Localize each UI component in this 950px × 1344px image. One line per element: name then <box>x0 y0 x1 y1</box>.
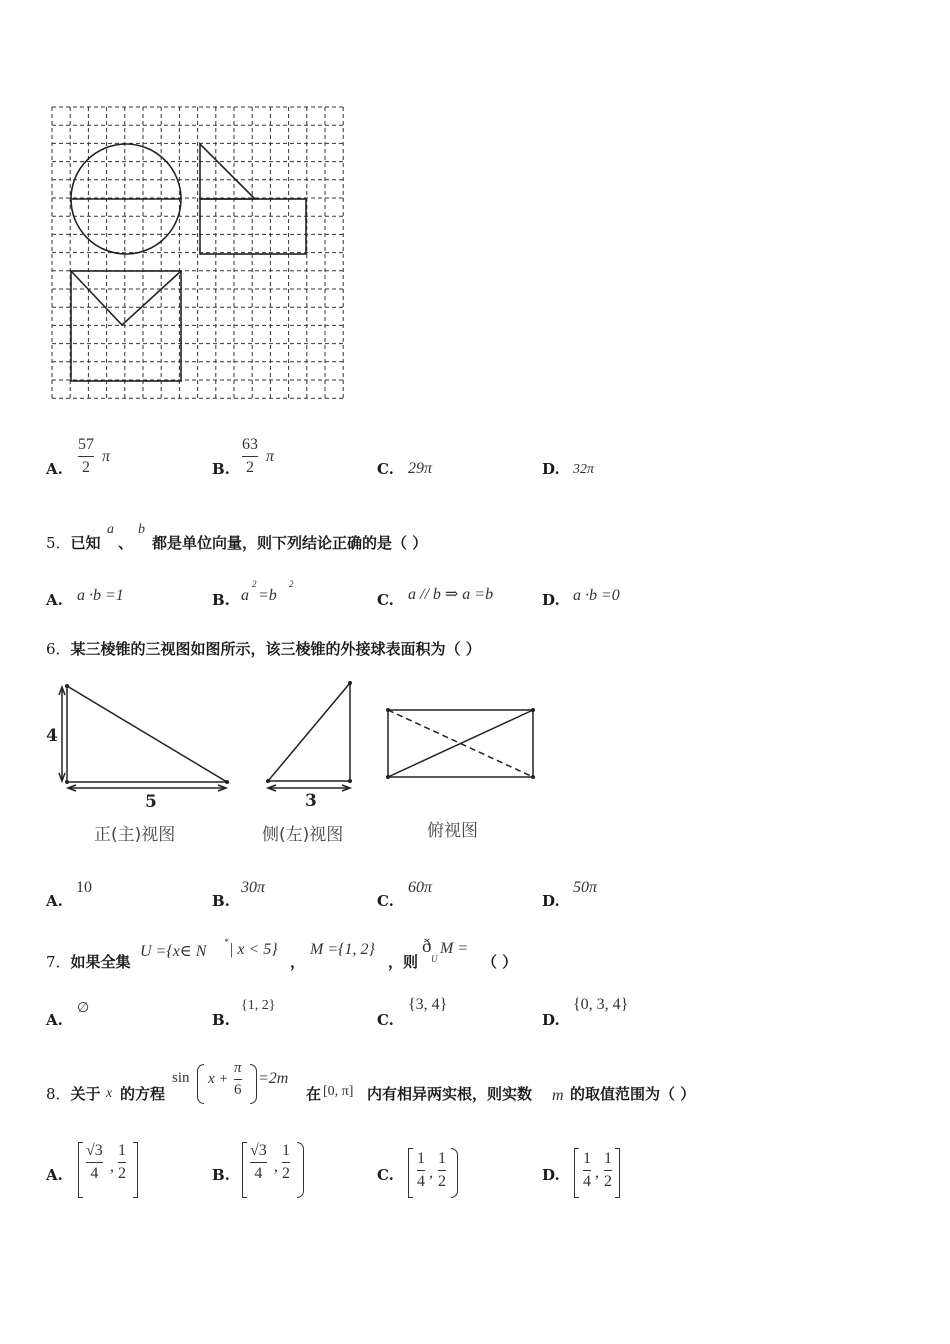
side-view-caption: 侧(左)视图 <box>262 825 344 845</box>
numerator: √3 <box>86 1142 103 1159</box>
left-bracket <box>242 1142 247 1198</box>
right-bracket <box>133 1142 138 1198</box>
stem-text: 都是单位向量，则下列结论正确的是（ ） <box>152 534 428 552</box>
front-view-caption: 正(主)视图 <box>94 825 176 845</box>
option-value: 60π <box>408 879 433 896</box>
comma: , <box>595 1164 599 1181</box>
complement-expression: M = <box>440 940 469 957</box>
complement-symbol: ð <box>422 936 432 957</box>
denominator: 4 <box>417 1173 425 1190</box>
option-value: {1, 2} <box>241 998 276 1013</box>
fraction-bar <box>282 1162 290 1163</box>
right-paren <box>451 1148 458 1198</box>
option-value: 32π <box>573 462 595 477</box>
set-m-definition: M ={1, 2} <box>310 941 375 958</box>
vertex-dot <box>531 775 535 779</box>
fraction-bar <box>242 456 258 457</box>
superscript-star: * <box>224 937 229 947</box>
right-paren <box>250 1064 257 1104</box>
inner-expression: x + <box>208 1071 229 1087</box>
vertex-dot <box>225 780 229 784</box>
denominator: 2 <box>438 1173 446 1190</box>
complement-subscript: U <box>431 954 438 964</box>
set-u-condition: | x < 5} <box>229 941 278 958</box>
left-paren <box>197 1064 204 1104</box>
stem-text: 在 <box>306 1085 322 1103</box>
option-eq: =b <box>258 587 277 604</box>
vector-b: b <box>138 522 145 537</box>
option-label[interactable]: C. <box>377 460 394 478</box>
left-bracket <box>78 1142 83 1198</box>
numerator: √3 <box>250 1142 267 1159</box>
vector-a: a <box>107 522 114 537</box>
interval: [0, π] <box>323 1084 354 1099</box>
option-value: ∅ <box>77 1001 90 1016</box>
option-value: a ·b =0 <box>573 587 620 604</box>
option-label[interactable]: D. <box>542 460 560 478</box>
fraction <box>86 1142 103 1183</box>
stem-text: 关于 <box>70 1085 101 1103</box>
numerator: 1 <box>282 1142 290 1159</box>
separator: 、 <box>118 534 134 552</box>
pi-symbol: π <box>102 448 111 465</box>
variable-x: x <box>106 1086 113 1101</box>
fraction-bar <box>250 1162 267 1163</box>
front-view-triangle <box>67 686 227 782</box>
front-width-label: 5 <box>145 792 157 812</box>
vertex-dot <box>531 708 535 712</box>
fraction-bar <box>438 1170 446 1171</box>
option-label[interactable]: D. <box>542 1166 560 1184</box>
vertex-dot <box>386 708 390 712</box>
sin-function: sin <box>172 1070 190 1086</box>
stem-text: 的方程 <box>120 1085 166 1103</box>
denominator: 2 <box>246 459 254 476</box>
fraction-bar <box>234 1079 242 1080</box>
denominator: 2 <box>282 1165 290 1182</box>
numerator: 1 <box>417 1150 425 1167</box>
question-8-stem <box>46 1083 101 1104</box>
question-6-stem <box>46 638 481 659</box>
comma: , <box>274 1158 278 1175</box>
option-label[interactable]: D. <box>542 591 560 609</box>
numerator: 1 <box>118 1142 126 1159</box>
option-label[interactable]: B. <box>212 1011 230 1029</box>
comma: , <box>110 1158 114 1175</box>
option-label[interactable]: A. <box>46 591 63 609</box>
right-paren <box>297 1142 304 1198</box>
side-view-triangle <box>200 144 255 199</box>
denominator: 6 <box>234 1082 242 1098</box>
option-label[interactable]: C. <box>377 1166 394 1184</box>
option-label[interactable]: A. <box>46 1011 63 1029</box>
fraction-bar <box>417 1170 425 1171</box>
option-label[interactable]: C. <box>377 591 394 609</box>
option-label[interactable]: B. <box>212 1166 230 1184</box>
equation-rhs: =2m <box>258 1070 289 1087</box>
option-label[interactable]: A. <box>46 1166 63 1184</box>
dashed-grid <box>52 107 343 398</box>
option-value: 30π <box>241 879 266 896</box>
vertex-dot <box>348 681 352 685</box>
fraction <box>242 436 258 477</box>
denominator: 4 <box>90 1165 99 1182</box>
option-label[interactable]: D. <box>542 892 560 910</box>
top-view-v-lines <box>71 271 181 325</box>
side-width-label: 3 <box>305 791 317 811</box>
fraction-bar <box>78 456 94 457</box>
fraction-bar <box>583 1170 591 1171</box>
stem-text: 已知 <box>70 534 101 552</box>
comma: , <box>429 1164 433 1181</box>
numerator: 57 <box>78 436 94 453</box>
option-label[interactable]: B. <box>212 591 230 609</box>
vertex-dot <box>386 775 390 779</box>
question-number: 6． <box>46 640 71 658</box>
pi-symbol: π <box>266 448 275 465</box>
question-7-stem <box>46 951 131 972</box>
superscript: 2 <box>289 579 294 589</box>
fraction <box>78 436 94 477</box>
vertex-dot <box>266 779 270 783</box>
option-base: a <box>241 587 249 604</box>
numerator: 63 <box>242 436 258 453</box>
fraction <box>250 1142 267 1183</box>
stem-text: ，则 <box>388 953 419 971</box>
stem-text: 某三棱锥的三视图如图所示，该三棱锥的外接球表面积为（ ） <box>70 640 481 658</box>
option-value: {0, 3, 4} <box>573 996 629 1013</box>
vertex-dot <box>65 780 69 784</box>
side-view-triangle <box>268 683 350 781</box>
denominator: 4 <box>583 1173 591 1190</box>
option-label[interactable]: B. <box>212 460 230 478</box>
denominator: 4 <box>254 1165 263 1182</box>
left-bracket <box>574 1148 579 1198</box>
question-5-stem <box>46 532 101 553</box>
front-height-label: 4 <box>46 726 58 746</box>
set-u-definition: U ={x∈ N <box>140 943 207 960</box>
numerator: 1 <box>583 1150 591 1167</box>
option-value: a ·b =1 <box>77 587 124 604</box>
fraction <box>282 1142 290 1183</box>
fraction <box>604 1150 612 1191</box>
stem-text: 内有相异两实根，则实数 <box>367 1085 533 1103</box>
option-value: 50π <box>573 879 598 896</box>
question-number: 7． <box>46 953 71 971</box>
option-label[interactable]: D. <box>542 1011 560 1029</box>
fraction <box>438 1150 446 1191</box>
superscript: 2 <box>252 579 257 589</box>
vertex-dot <box>65 684 69 688</box>
question-number: 8． <box>46 1085 71 1103</box>
fraction <box>583 1150 591 1191</box>
option-label[interactable]: C. <box>377 1011 394 1029</box>
stem-text: 如果全集 <box>70 953 131 971</box>
numerator: π <box>234 1060 242 1076</box>
fraction-bar <box>86 1162 103 1163</box>
numerator: 1 <box>438 1150 446 1167</box>
denominator: 2 <box>118 1165 126 1182</box>
option-value: a // b ⇒ a =b <box>408 586 494 603</box>
option-label[interactable]: C. <box>377 892 394 910</box>
vertex-dot <box>348 779 352 783</box>
option-value: 10 <box>76 879 92 896</box>
option-label[interactable]: A. <box>46 892 63 910</box>
variable-m: m <box>552 1087 564 1104</box>
fraction-pi-over-6 <box>234 1060 242 1099</box>
denominator: 2 <box>82 459 90 476</box>
fraction <box>118 1142 126 1183</box>
option-label[interactable]: A. <box>46 460 63 478</box>
top-view-caption: 俯视图 <box>427 821 478 841</box>
fraction <box>417 1150 425 1191</box>
denominator: 2 <box>604 1173 612 1190</box>
fraction-bar <box>118 1162 126 1163</box>
option-value: {3, 4} <box>408 996 448 1013</box>
fraction-bar <box>604 1170 612 1171</box>
right-bracket <box>615 1148 620 1198</box>
comma: ， <box>290 953 306 971</box>
stem-text: 的取值范围为（ ） <box>570 1085 696 1103</box>
left-bracket <box>408 1148 413 1198</box>
numerator: 1 <box>604 1150 612 1167</box>
grid-three-view-figure <box>50 105 350 400</box>
stem-text: （ ） <box>482 953 518 971</box>
question-number: 5． <box>46 534 71 552</box>
option-value: 29π <box>408 460 433 477</box>
option-label[interactable]: B. <box>212 892 230 910</box>
